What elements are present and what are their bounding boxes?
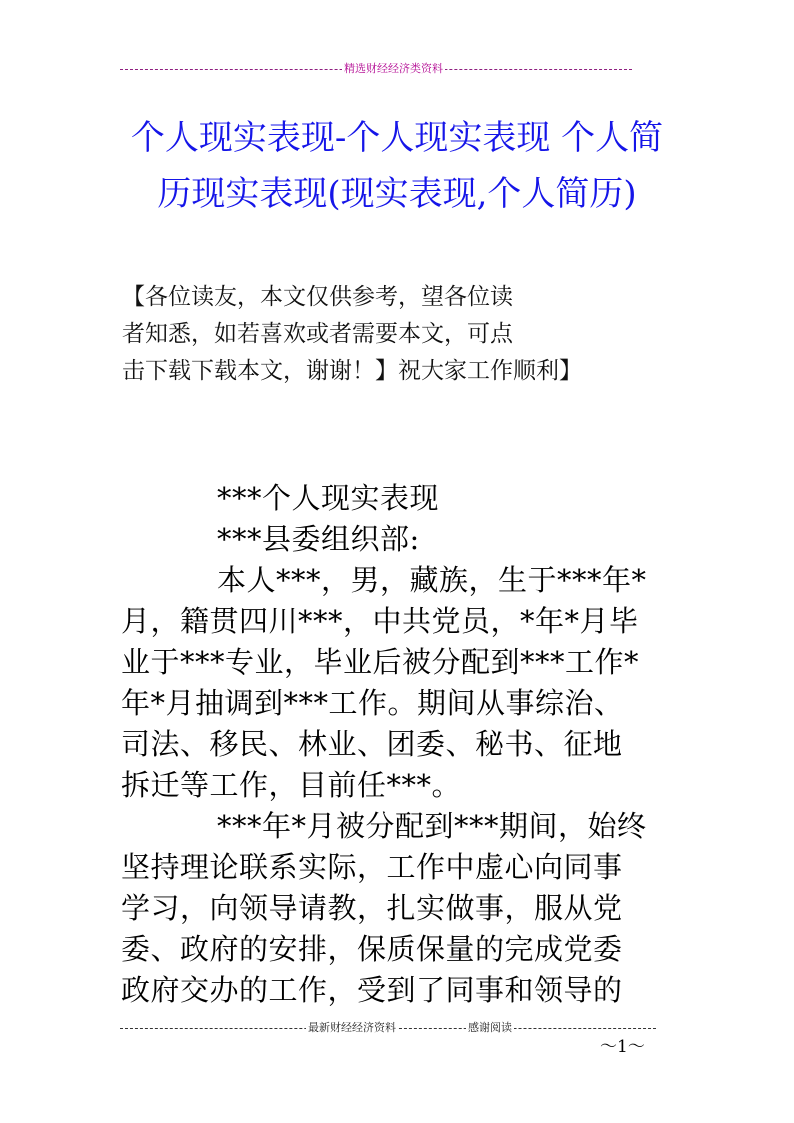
body-line: 委、政府的安排，保质保量的完成党委 xyxy=(121,932,623,966)
body-heading: ***个人现实表现 xyxy=(217,481,440,515)
body-line: 拆迁等工作，目前任***。 xyxy=(121,768,462,802)
body-line: 学习，向领导请教，扎实做事，服从党 xyxy=(121,891,623,925)
document-title xyxy=(100,110,694,222)
notice-line: 击下载下载本文，谢谢！】祝大家工作顺利】 xyxy=(122,358,582,384)
footer-label-right: 感谢阅读 xyxy=(468,1021,512,1034)
document-body xyxy=(121,478,677,1011)
body-line: 政府交办的工作，受到了同事和领导的 xyxy=(121,973,623,1007)
body-addressee: ***县委组织部: xyxy=(217,522,420,556)
footer-rule xyxy=(120,1022,656,1036)
reader-notice xyxy=(122,279,682,390)
notice-line: 者知悉，如若喜欢或者需要本文，可点 xyxy=(122,321,513,347)
header-label: 精选财经经济类资料 xyxy=(344,62,443,75)
title-line-1: 个人现实表现-个人现实表现 个人简 xyxy=(130,118,664,158)
body-line: 月，籍贯四川***，中共党员，*年*月毕 xyxy=(121,604,639,638)
footer-label-left: 最新财经经济资料 xyxy=(308,1021,396,1034)
body-line: 坚持理论联系实际，工作中虚心向同事 xyxy=(121,850,623,884)
body-line: ***年*月被分配到***期间，始终 xyxy=(217,809,647,843)
body-line: 业于***专业，毕业后被分配到***工作* xyxy=(121,645,640,679)
title-line-2: 历现实表现(现实表现,个人简历) xyxy=(157,174,637,214)
body-line: 本人***，男，藏族，生于***年* xyxy=(217,563,647,597)
header-rule xyxy=(120,62,632,80)
notice-line: 【各位读友，本文仅供参考，望各位读 xyxy=(122,284,513,310)
body-line: 年*月抽调到***工作。期间从事综治、 xyxy=(121,686,624,720)
body-line: 司法、移民、林业、团委、秘书、征地 xyxy=(121,727,623,761)
page-number: ～1～ xyxy=(600,1037,645,1057)
